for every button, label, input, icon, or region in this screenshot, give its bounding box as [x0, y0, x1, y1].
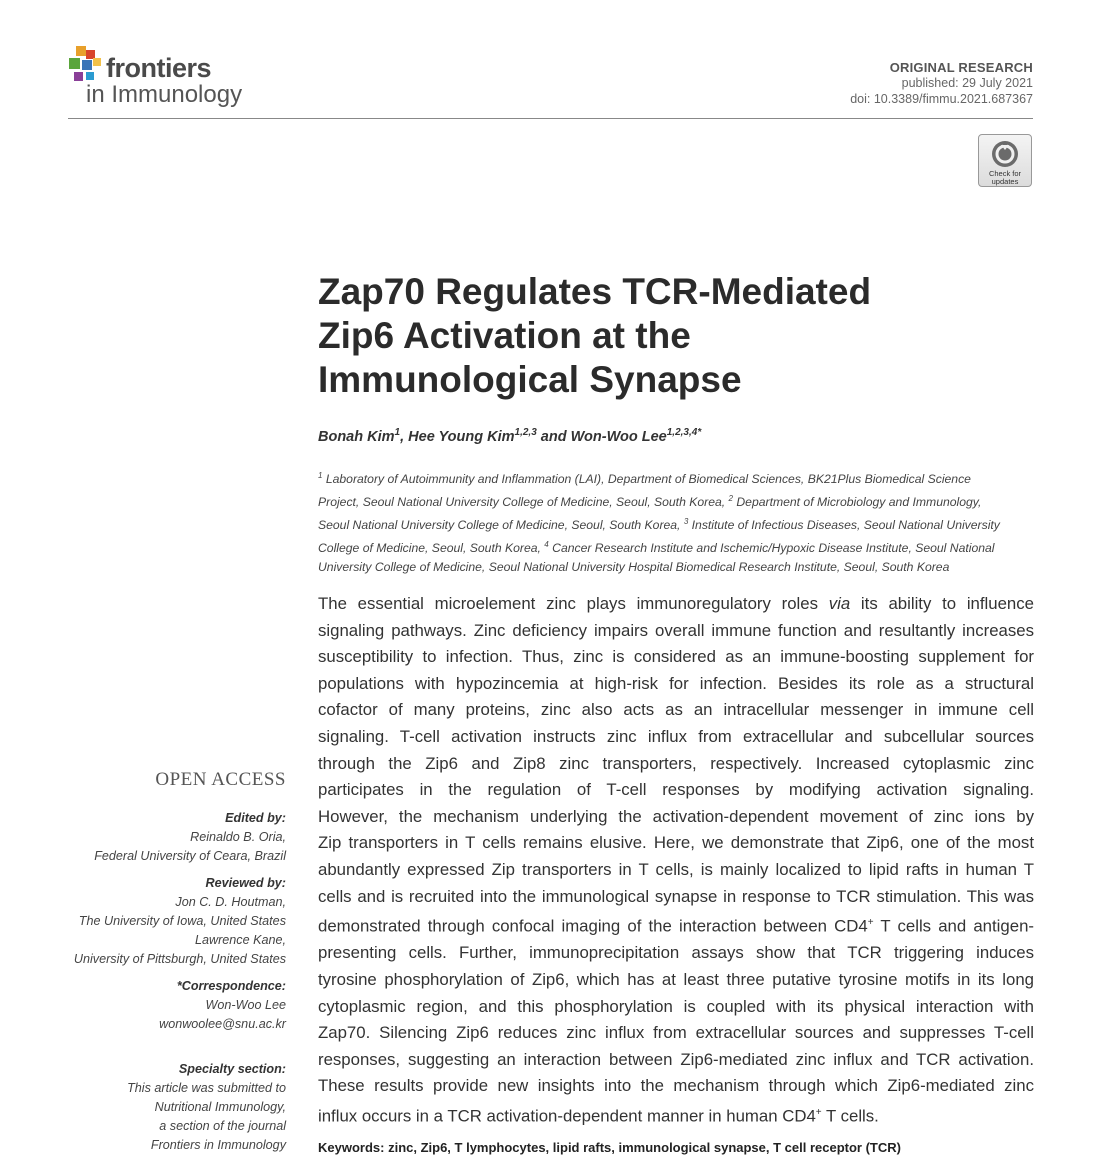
abstract-line: cytoplasmic region, and this phosphorylation is coupled with its physical interaction with	[318, 996, 1034, 1016]
abstract-line: cells and is recruited into the immunological synapse in response to TCR stimulation. This was	[318, 886, 1034, 906]
doi-link[interactable]: doi: 10.3389/fimmu.2021.687367	[850, 92, 1033, 106]
edited-by-section	[26, 809, 286, 866]
header-divider	[68, 118, 1033, 119]
reviewed-by-label: Reviewed by:	[205, 876, 286, 890]
article-meta	[850, 60, 1033, 107]
abstract-line: influx occurs in a TCR activation-dependent manner in human CD4+ T cells.	[318, 1106, 879, 1126]
specialty-label: Specialty section:	[178, 1062, 286, 1076]
affiliation-line: University College of Medicine, Seoul National University Hospital Biomedical Research Institute, Seoul, South Korea	[318, 560, 950, 575]
reviewer-name[interactable]: Lawrence Kane,	[194, 933, 286, 947]
logo-text-journal: in Immunology	[86, 81, 243, 108]
author-list: Bonah Kim$^1$, Hee Young Kim$^{1,2,3}$ and Won-Woo Lee$^{1,2,3,4*}$	[318, 427, 702, 445]
specialty-text: Nutritional Immunology,	[154, 1100, 286, 1114]
abstract-line: signaling pathways. Zinc deficiency impairs overall immune function and resultantly increases	[318, 620, 1034, 640]
affiliations	[318, 466, 1038, 577]
specialty-text: Frontiers in Immunology	[150, 1138, 286, 1152]
affiliation-line: Project, Seoul National University College of Medicine, Seoul, South Korea, $^2$ Department of Microbiology and Immunology,	[318, 494, 982, 510]
abstract-line: participates in the regulation of T-cell responses by modifying activation signaling.	[318, 780, 1034, 800]
specialty-text: a section of the journal	[159, 1119, 286, 1133]
check-updates-label: Check for updates	[988, 169, 1022, 186]
article-title	[318, 270, 1018, 402]
title-line: Zap70 Regulates TCR-Mediated	[318, 271, 872, 312]
check-updates-icon	[990, 139, 1020, 169]
logo-text-frontiers: frontiers	[106, 53, 212, 83]
specialty-text: This article was submitted to	[127, 1081, 286, 1095]
journal-logo[interactable]	[68, 44, 308, 114]
abstract	[318, 591, 1034, 1130]
abstract-line: demonstrated through confocal imaging of the interaction between CD4+ T cells and antigen-	[318, 916, 1034, 936]
title-line: Immunological Synapse	[318, 359, 742, 400]
abstract-line: tyrosine phosphorylation of Zip6, which has at least three putative tyrosine motifs in its long	[318, 969, 1034, 989]
abstract-line: populations with hypozincemia at high-risk for infection. Besides its role as a structural	[318, 673, 1034, 693]
author-name[interactable]: Bonah Kim	[318, 428, 395, 445]
abstract-line: These results provide new insights into the mechanism through which Zip6-mediated zinc	[318, 1076, 1034, 1096]
abstract-line: through the Zip6 and Zip8 zinc transporters, respectively. Increased cytoplasmic zinc	[318, 753, 1034, 773]
correspondence-email-link[interactable]: wonwoolee@snu.ac.kr	[159, 1017, 286, 1031]
abstract-line: Zip transporters in T cells remains elusive. Here, we demonstrate that Zip6, one of the most	[318, 833, 1034, 853]
editor-name[interactable]: Reinaldo B. Oria,	[190, 830, 286, 844]
keywords-label: Keywords:	[318, 1140, 385, 1155]
reviewer-affiliation: The University of Iowa, United States	[78, 914, 286, 928]
reviewer-affiliation: University of Pittsburgh, United States	[73, 952, 286, 966]
abstract-line: responses, suggesting an interaction between Zip6-mediated zinc influx and TCR activation.	[318, 1049, 1034, 1069]
abstract-line: Zap70. Silencing Zip6 reduces zinc influx from extracellular sources and suppresses T-cell	[318, 1023, 1034, 1043]
author-name[interactable]: Won-Woo Lee	[570, 428, 667, 445]
abstract-line: However, the mechanism underlying the activation-dependent movement of zinc ions by	[318, 806, 1034, 826]
frontiers-logo-icon	[68, 44, 104, 86]
affiliation-line: Seoul National University College of Medicine, Seoul, South Korea, $^3$ Institute of Infectious Diseases, Seoul National University	[318, 517, 1000, 533]
abstract-line: presenting cells. Further, immunoprecipitation assays show that TCR triggering induces	[318, 943, 1034, 963]
reviewer-name[interactable]: Jon C. D. Houtman,	[175, 895, 286, 909]
abstract-line: signaling. T-cell activation instructs zinc influx from extracellular and subcellular sources	[318, 726, 1034, 746]
abstract-line: The essential microelement zinc plays immunoregulatory roles via its ability to influence	[318, 594, 1034, 613]
check-for-updates-button[interactable]	[978, 134, 1032, 187]
correspondence-section	[26, 977, 286, 1034]
abstract-line: susceptibility to infection. Thus, zinc is considered as an immune-boosting supplement for	[318, 647, 1034, 667]
published-date: published: 29 July 2021	[901, 76, 1033, 90]
editor-affiliation: Federal University of Ceara, Brazil	[94, 849, 286, 863]
affiliation-line: College of Medicine, Seoul, South Korea, $^4$ Cancer Research Institute and Ischemic/Hypoxic Disease Institute, Seoul National	[318, 540, 995, 556]
correspondence-name: Won-Woo Lee	[205, 998, 286, 1012]
title-line: Zip6 Activation at the	[318, 315, 691, 356]
edited-by-label: Edited by:	[225, 811, 286, 825]
reviewed-by-section	[26, 874, 286, 969]
abstract-line: cofactor of many proteins, zinc also acts as an intracellular messenger in immune cell	[318, 700, 1034, 720]
keywords-values: zinc, Zip6, T lymphocytes, lipid rafts, immunological synapse, T cell receptor (TCR)	[384, 1140, 901, 1155]
affiliation-line: $^1$ Laboratory of Autoimmunity and Inflammation (LAI), Department of Biomedical Sciences, BK21Plus Biomedical Science	[318, 471, 971, 487]
correspondence-label: *Correspondence:	[176, 979, 286, 993]
specialty-section	[26, 1060, 286, 1155]
author-name[interactable]: Hee Young Kim	[408, 428, 515, 445]
open-access-label: OPEN ACCESS	[155, 769, 286, 790]
article-type: ORIGINAL RESEARCH	[889, 60, 1033, 75]
keywords	[318, 1140, 901, 1155]
abstract-line: abundantly expressed Zip transporters in T cells, is mainly localized to lipid rafts in human T	[318, 859, 1034, 879]
